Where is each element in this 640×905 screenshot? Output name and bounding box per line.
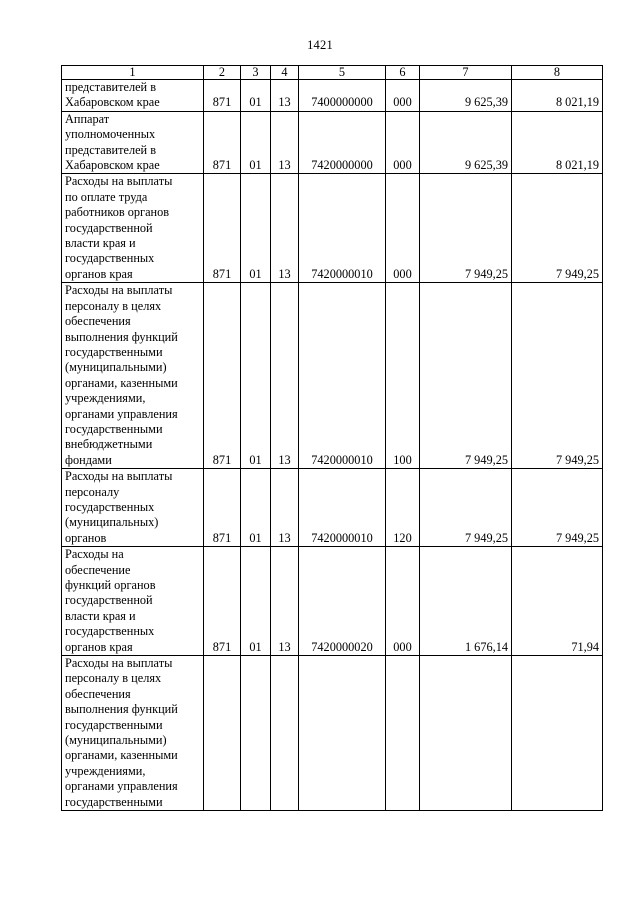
column-header: 1 [62, 66, 204, 80]
budget-table [61, 65, 603, 811]
row-name-line: Расходы на [65, 547, 124, 562]
row-name-line: (муниципальными) [65, 733, 167, 748]
row-name-line: обеспечение [65, 562, 131, 577]
row-name-line: по оплате труда [65, 189, 148, 204]
amount-cell-2: 7 949,25 [512, 174, 603, 283]
target-article-cell [299, 656, 386, 811]
expense-type-cell: 000 [386, 111, 420, 174]
row-name-cell [62, 656, 204, 811]
section-cell [241, 656, 271, 811]
row-name-line: государственными [65, 794, 163, 809]
amount-cell-2: 8 021,19 [512, 80, 603, 112]
row-name-line: государственными [65, 421, 163, 436]
row-name-line: фондами [65, 452, 112, 467]
expense-type-cell: 100 [386, 283, 420, 469]
subsection-cell: 13 [271, 174, 299, 283]
table-header-row [62, 66, 603, 80]
row-name-line: (муниципальными) [65, 360, 167, 375]
row-name-line: представителей в [65, 80, 156, 94]
row-name-line: государственных [65, 251, 155, 266]
section-cell: 01 [241, 111, 271, 174]
budget-code-cell: 871 [204, 174, 241, 283]
amount-cell-1: 1 676,14 [420, 547, 512, 656]
row-name-line: выполнения функций [65, 702, 178, 717]
amount-cell-1: 9 625,39 [420, 111, 512, 174]
target-article-cell: 7420000020 [299, 547, 386, 656]
row-name-line: учреждениями, [65, 391, 146, 406]
table-row [62, 283, 603, 469]
row-name-line: государственных [65, 624, 155, 639]
row-name-line: Хабаровском крае [65, 95, 160, 110]
column-header: 6 [386, 66, 420, 80]
column-header: 8 [512, 66, 603, 80]
row-name-line: персоналу [65, 484, 120, 499]
target-article-cell: 7420000010 [299, 283, 386, 469]
amount-cell-1: 7 949,25 [420, 283, 512, 469]
row-name-line: уполномоченных [65, 127, 156, 142]
row-name-line: государственной [65, 593, 153, 608]
row-name-line: органов [65, 530, 107, 545]
row-name-line: Расходы на выплаты [65, 283, 173, 298]
section-cell: 01 [241, 283, 271, 469]
column-header: 4 [271, 66, 299, 80]
subsection-cell: 13 [271, 283, 299, 469]
budget-code-cell: 871 [204, 111, 241, 174]
row-name-cell [62, 547, 204, 656]
amount-cell-2: 7 949,25 [512, 283, 603, 469]
table-row [62, 547, 603, 656]
row-name-line: внебюджетными [65, 437, 153, 452]
expense-type-cell: 000 [386, 547, 420, 656]
row-name-line: органами управления [65, 406, 178, 421]
subsection-cell: 13 [271, 111, 299, 174]
budget-code-cell: 871 [204, 469, 241, 547]
row-name-line: персоналу в целях [65, 298, 162, 313]
column-header: 2 [204, 66, 241, 80]
subsection-cell: 13 [271, 469, 299, 547]
target-article-cell: 7400000000 [299, 80, 386, 112]
table-row [62, 469, 603, 547]
row-name-line: Хабаровском крае [65, 158, 160, 173]
table-body [62, 80, 603, 811]
row-name-line: Расходы на выплаты [65, 469, 173, 484]
expense-type-cell: 000 [386, 174, 420, 283]
amount-cell-2: 7 949,25 [512, 469, 603, 547]
expense-type-cell: 120 [386, 469, 420, 547]
table-row [62, 111, 603, 174]
row-name-line: органов края [65, 639, 133, 654]
row-name-line: персоналу в целях [65, 671, 162, 686]
column-header: 5 [299, 66, 386, 80]
target-article-cell: 7420000000 [299, 111, 386, 174]
row-name-line: Расходы на выплаты [65, 656, 173, 671]
expense-type-cell [386, 656, 420, 811]
row-name-line: работников органов [65, 205, 170, 220]
row-name-line: государственной [65, 220, 153, 235]
row-name-line: Аппарат [65, 111, 110, 126]
table-row [62, 80, 603, 112]
budget-code-cell: 871 [204, 547, 241, 656]
row-name-line: органов края [65, 266, 133, 281]
amount-cell-1: 7 949,25 [420, 174, 512, 283]
amount-cell-2: 8 021,19 [512, 111, 603, 174]
section-cell: 01 [241, 547, 271, 656]
section-cell: 01 [241, 469, 271, 547]
amount-cell-2 [512, 656, 603, 811]
row-name-cell [62, 174, 204, 283]
column-header: 7 [420, 66, 512, 80]
row-name-line: обеспечения [65, 686, 131, 701]
row-name-line: учреждениями, [65, 763, 146, 778]
row-name-cell [62, 80, 204, 112]
row-name-line: государственными [65, 717, 163, 732]
budget-code-cell: 871 [204, 283, 241, 469]
subsection-cell [271, 656, 299, 811]
budget-code-cell [204, 656, 241, 811]
page-number: 1421 [307, 38, 333, 52]
row-name-line: органами, казенными [65, 748, 178, 763]
row-name-line: государственных [65, 499, 155, 514]
expense-type-cell: 000 [386, 80, 420, 112]
row-name-line: выполнения функций [65, 329, 178, 344]
row-name-line: органами, казенными [65, 375, 178, 390]
subsection-cell: 13 [271, 80, 299, 112]
column-header: 3 [241, 66, 271, 80]
amount-cell-1: 9 625,39 [420, 80, 512, 112]
row-name-line: обеспечения [65, 314, 131, 329]
table-row [62, 174, 603, 283]
amount-cell-1: 7 949,25 [420, 469, 512, 547]
row-name-cell [62, 283, 204, 469]
section-cell: 01 [241, 80, 271, 112]
row-name-line: власти края и [65, 236, 136, 251]
table-row [62, 656, 603, 811]
row-name-line: Расходы на выплаты [65, 174, 173, 189]
row-name-line: представителей в [65, 142, 156, 157]
row-name-cell [62, 469, 204, 547]
row-name-line: (муниципальных) [65, 515, 159, 530]
target-article-cell: 7420000010 [299, 174, 386, 283]
budget-code-cell: 871 [204, 80, 241, 112]
target-article-cell: 7420000010 [299, 469, 386, 547]
row-name-cell [62, 111, 204, 174]
row-name-line: функций органов [65, 578, 156, 592]
row-name-line: органами управления [65, 779, 178, 794]
row-name-line: государственными [65, 344, 163, 359]
section-cell: 01 [241, 174, 271, 283]
amount-cell-2: 71,94 [512, 547, 603, 656]
row-name-line: власти края и [65, 608, 136, 623]
subsection-cell: 13 [271, 547, 299, 656]
amount-cell-1 [420, 656, 512, 811]
